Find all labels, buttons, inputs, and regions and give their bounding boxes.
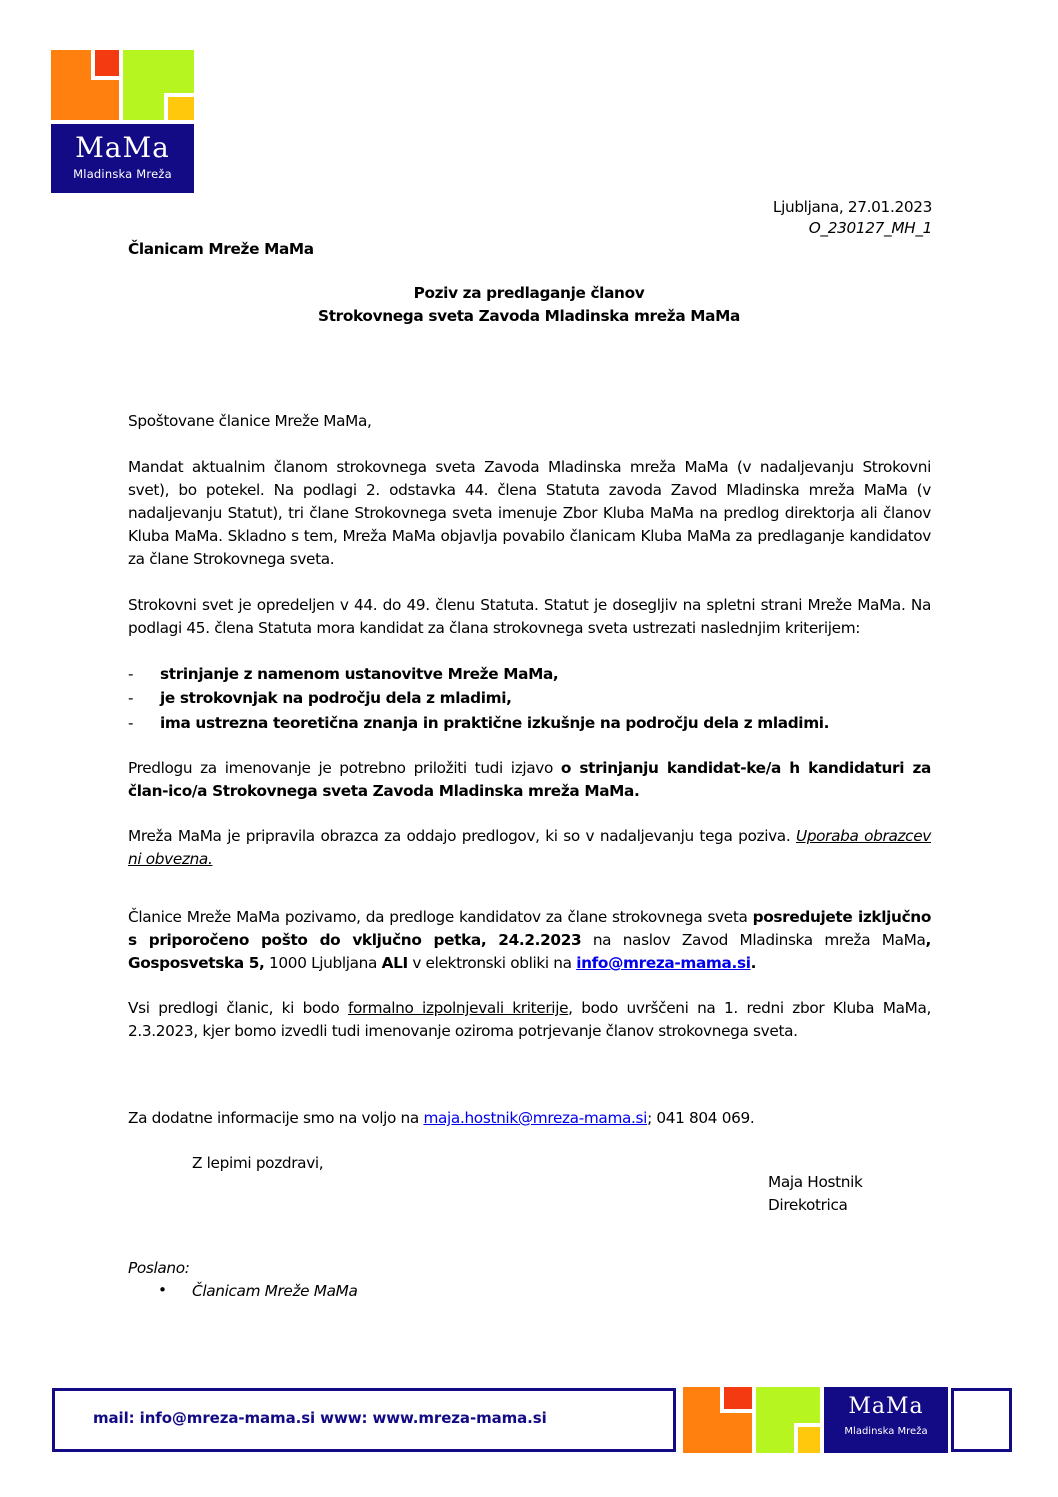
document-title-line2: Strokovnega sveta Zavoda Mladinska mreža MaMa xyxy=(318,307,740,325)
statement-requirement: o strinjanju kandidat-ke/a h kandidaturi za član-ico/a Strokovnega sveta Zavoda Mladinska mreža MaMa. xyxy=(128,759,931,800)
info-email-link[interactable]: info@mreza-mama.si xyxy=(576,954,751,972)
paragraph-mandate: Mandat aktualnim članom strokovnega sveta Zavoda Mladinska mreža MaMa (v nadaljevanju Strokovni svet), bo potekel. Na podlagi 2. odstavka 44. člena Statuta zavoda Zavod Mladinska mreža MaMa (v nadaljevanju Statut), tri člane Strokovnega sveta imenuje Zbor Kluba MaMa na predlog direktorja ali članov Kluba MaMa. Skladno s tem, Mreža MaMa objavlja povabilo članicam Kluba MaMa za predlaganje kandidatov za člane Strokovnega sveta. xyxy=(128,458,931,568)
sent-bullet: • xyxy=(158,1281,167,1299)
recipient: Članicam Mreže MaMa xyxy=(128,240,314,258)
submission-deadline: posredujete izključno s priporočeno pošto do vključno petka, 24.2.2023 xyxy=(128,908,931,949)
criteria-text: strinjanje z namenom ustanovitve Mreže MaMa, xyxy=(160,665,559,683)
paragraph-assembly: Vsi predlogi članic, ki bodo formalno izpolnjevali kriterije, bodo uvrščeni na 1. redni zbor Kluba MaMa, 2.3.2023, kjer bomo izvedli tudi imenovanje oziroma potrjevanje članov strokovnega sveta. xyxy=(128,999,931,1040)
footer-logo-yellow xyxy=(798,1427,820,1453)
forms-optional-note: Uporaba obrazcev ni obvezna. xyxy=(128,827,931,868)
criteria-item xyxy=(128,687,512,710)
footer-logo xyxy=(680,1387,948,1453)
paragraph-contact: Za dodatne informacije smo na voljo na maja.hostnik@mreza-mama.si; 041 804 069. xyxy=(128,1109,755,1127)
logo-subtitle: Mladinska Mreža xyxy=(73,167,172,181)
paragraph-submission: Članice Mreže MaMa pozivamo, da predloge kandidatov za člane strokovnega sveta posredujete izključno s priporočeno pošto do vključno petka, 24.2.2023 na naslov Zavod Mladinska mreža MaMa, Gosposvetska 5, 1000 Ljubljana ALI v elektronski obliki na info@mreza-mama.si. xyxy=(128,908,931,972)
contact-email-link[interactable]: maja.hostnik@mreza-mama.si xyxy=(423,1109,648,1127)
paragraph-statement: Predlogu za imenovanje je potrebno priložiti tudi izjavo o strinjanju kandidat-ke/a h kandidaturi za član-ico/a Strokovnega sveta Zavoda Mladinska mreža MaMa. xyxy=(128,759,931,800)
logo-red-block xyxy=(95,50,119,76)
list-dash: - xyxy=(128,714,134,732)
signature-name: Maja Hostnik xyxy=(768,1173,863,1191)
paragraph-statute: Strokovni svet je opredeljen v 44. do 49. členu Statuta. Statut je dosegljiv na spletni strani Mreže MaMa. Na podlagi 45. člena Statuta mora kandidat za člana strokovnega sveta ustrezati naslednjim kriterijem: xyxy=(128,596,931,637)
criteria-item xyxy=(128,663,558,686)
footer-contact: mail: info@mreza-mama.si www: www.mreza-mama.si xyxy=(93,1409,547,1427)
footer-logo-text-panel xyxy=(824,1387,948,1453)
sent-recipient: Članicam Mreže MaMa xyxy=(192,1282,358,1300)
logo-yellow-block xyxy=(168,97,194,120)
paragraph-forms: Mreža MaMa je pripravila obrazca za oddajo predlogov, ki so v nadaljevanju tega poziva. Uporaba obrazcev ni obvezna. xyxy=(128,827,931,868)
organization-logo xyxy=(51,50,194,193)
signature-role: Direkotrica xyxy=(768,1196,848,1214)
footer-logo-title: MaMa xyxy=(848,1394,924,1419)
logo-text-panel xyxy=(51,124,194,193)
footer-end-box xyxy=(951,1388,1012,1452)
footer-logo-subtitle: Mladinska Mreža xyxy=(844,1426,928,1437)
closing: Z lepimi pozdravi, xyxy=(192,1154,324,1172)
list-dash: - xyxy=(128,665,134,683)
logo-title: MaMa xyxy=(75,131,170,164)
sent-label: Poslano: xyxy=(128,1259,190,1277)
criteria-text: ima ustrezna teoretična znanja in praktične izkušnje na področju dela z mladimi. xyxy=(160,714,830,732)
submission-address: , Gosposvetska 5, xyxy=(128,931,931,972)
document-reference: O_230127_MH_1 xyxy=(808,219,932,237)
criteria-item xyxy=(128,712,829,735)
footer-logo-red xyxy=(724,1387,752,1409)
footer-contact-box xyxy=(52,1388,676,1452)
criteria-note: formalno izpolnjevali kriterije xyxy=(347,999,569,1017)
place-date: Ljubljana, 27.01.2023 xyxy=(772,198,932,216)
criteria-text: je strokovnjak na področju dela z mladimi, xyxy=(160,689,512,707)
document-title-line1: Poziv za predlaganje članov xyxy=(413,284,645,302)
list-dash: - xyxy=(128,689,134,707)
greeting: Spoštovane članice Mreže MaMa, xyxy=(128,412,372,430)
